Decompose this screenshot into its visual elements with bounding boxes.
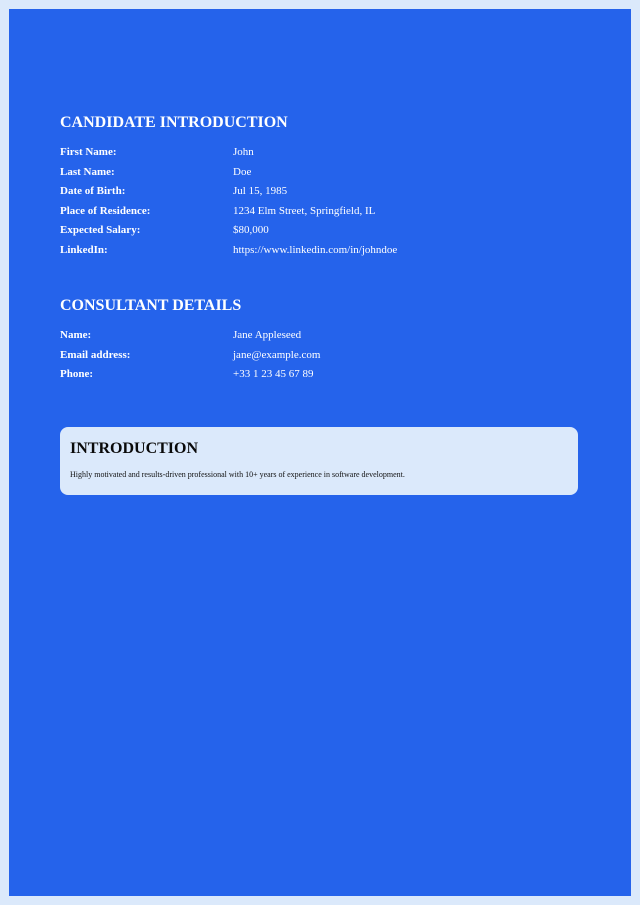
field-value: John: [233, 146, 254, 158]
candidate-field-linkedin: [60, 241, 579, 261]
field-label: Expected Salary:: [60, 224, 141, 236]
field-label: Email address:: [60, 348, 131, 361]
phone-number[interactable]: +33 1 23 45 67 89: [233, 368, 314, 380]
email-link[interactable]: jane@example.com: [233, 348, 321, 361]
introduction-title: INTRODUCTION: [70, 440, 199, 457]
linkedin-url[interactable]: https://www.linkedin.com/in/johndoe: [233, 243, 398, 256]
field-value: Jane Appleseed: [233, 329, 302, 341]
field-label: Last Name:: [60, 165, 115, 178]
document-content: [60, 113, 579, 385]
candidate-field-place-of-residence: [60, 202, 579, 222]
field-value: $80,000: [233, 224, 269, 236]
field-label: First Name:: [60, 146, 117, 158]
field-value: Doe: [233, 165, 252, 178]
field-label: Name:: [60, 329, 92, 341]
candidate-field-expected-salary: [60, 221, 579, 241]
introduction-text: Highly motivated and results-driven professional with 10+ years of experience in software development.: [70, 470, 405, 479]
field-label: Phone:: [60, 368, 93, 380]
introduction-box: [60, 427, 578, 495]
consultant-section-title: CONSULTANT DETAILS: [60, 297, 242, 314]
field-label: Place of Residence:: [60, 204, 151, 217]
candidate-section-title: CANDIDATE INTRODUCTION: [60, 114, 288, 131]
document-page: [9, 9, 631, 896]
field-label: LinkedIn:: [60, 243, 108, 256]
candidate-fields: [60, 143, 579, 260]
candidate-field-first-name: [60, 143, 579, 163]
consultant-section: [60, 296, 579, 385]
candidate-field-date-of-birth: [60, 182, 579, 202]
field-value: Jul 15, 1985: [233, 185, 288, 197]
section-spacer: [60, 260, 579, 296]
consultant-fields: [60, 326, 579, 385]
candidate-section: [60, 113, 579, 260]
field-label: Date of Birth:: [60, 185, 126, 197]
field-value: 1234 Elm Street, Springfield, IL: [233, 204, 376, 217]
consultant-field-name: [60, 326, 579, 346]
candidate-field-last-name: [60, 163, 579, 183]
consultant-field-phone: [60, 365, 579, 385]
consultant-field-email: [60, 346, 579, 366]
